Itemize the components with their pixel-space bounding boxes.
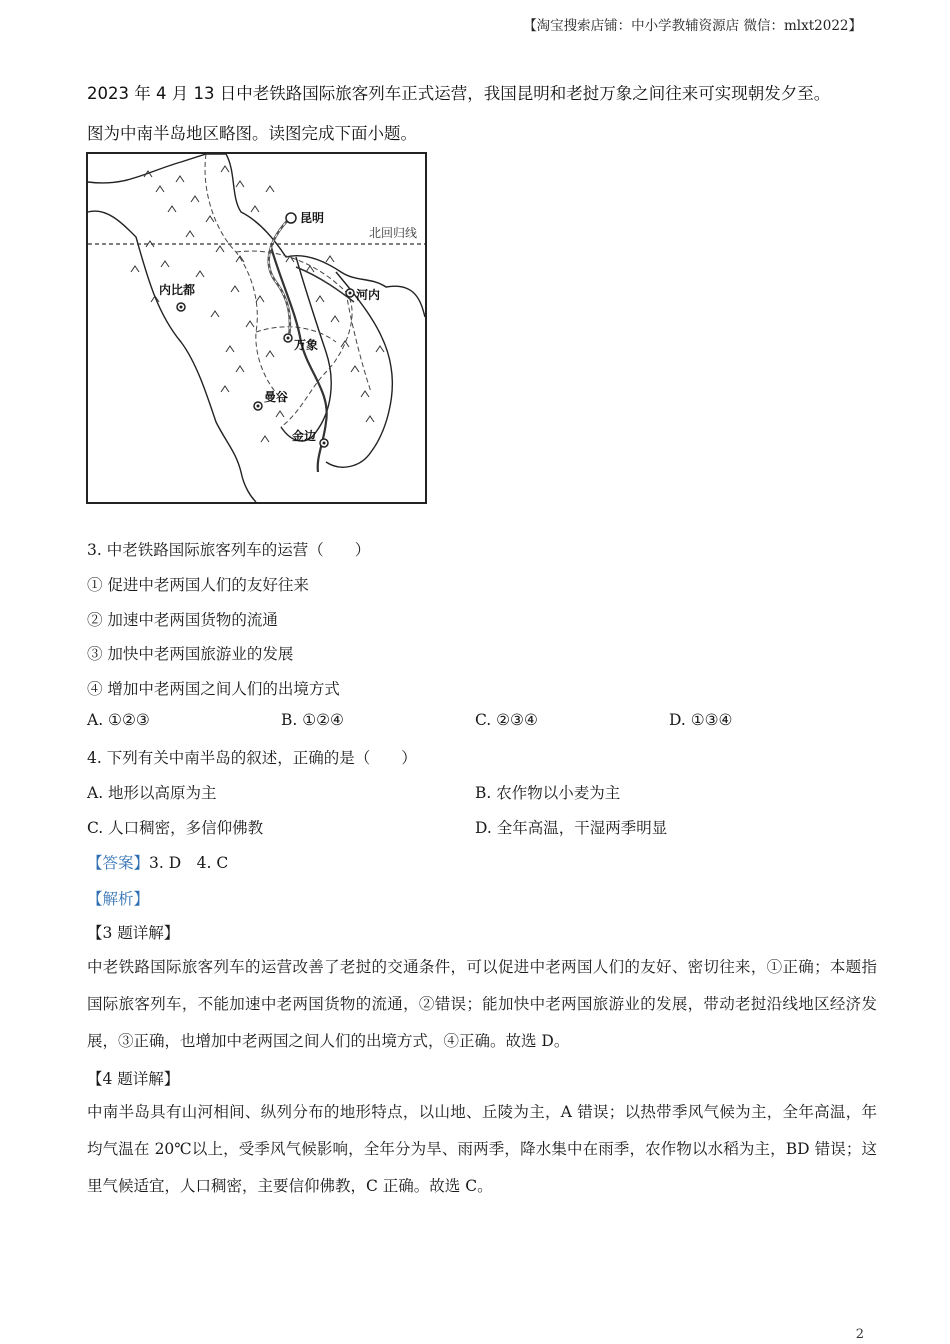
q3-item-4: ④ 增加中老两国之间人们的出境方式 [87, 680, 340, 698]
q3-option-b: B. ①②④ [281, 711, 344, 729]
analysis-tag: 【解析】 [87, 890, 150, 908]
tropic-label: 北回归线 [369, 226, 418, 240]
answer-text: 3. D 4. C [149, 854, 229, 872]
q3-option-a: A. ①②③ [87, 711, 150, 729]
detail3-title: 【3 题详解】 [87, 924, 180, 942]
intro-line-1: 2023 年 4 月 13 日中老铁路国际旅客列车正式运营，我国昆明和老挝万象之间往来可实现朝发夕至。 [87, 84, 831, 103]
indochina-map [86, 152, 427, 504]
answer-tag: 【答案】 [87, 854, 150, 872]
svg-text:内比都: 内比都 [159, 283, 196, 297]
answer-line [87, 851, 228, 873]
svg-text:金边: 金边 [292, 429, 317, 443]
q3-option-d: D. ①③④ [669, 711, 733, 729]
q3-item-2: ② 加速中老两国货物的流通 [87, 611, 278, 629]
q3-stem: 3. 中老铁路国际旅客列车的运营（ ） [87, 541, 371, 559]
q4-option-b: B. 农作物以小麦为主 [475, 784, 621, 802]
q3-item-1: ① 促进中老两国人们的友好往来 [87, 576, 309, 594]
q3-option-c: C. ②③④ [475, 711, 538, 729]
svg-text:曼谷: 曼谷 [264, 390, 289, 404]
q4-option-a: A. 地形以高原为主 [87, 784, 217, 802]
page-number: 2 [855, 1327, 864, 1342]
svg-text:昆明: 昆明 [300, 211, 325, 225]
q4-stem: 4. 下列有关中南半岛的叙述，正确的是（ ） [87, 749, 417, 767]
svg-text:河内: 河内 [356, 288, 381, 302]
q3-item-3: ③ 加快中老两国旅游业的发展 [87, 645, 294, 663]
q4-option-d: D. 全年高温，干湿两季明显 [475, 819, 668, 837]
svg-text:万象: 万象 [294, 338, 319, 352]
q4-option-c: C. 人口稠密，多信仰佛教 [87, 819, 264, 837]
intro-line-2: 图为中南半岛地区略图。读图完成下面小题。 [87, 124, 417, 143]
detail4-title: 【4 题详解】 [87, 1070, 180, 1088]
header-watermark: 【淘宝搜索店铺：中小学教辅资源店 微信：mlxt2022】 [523, 18, 862, 34]
detail3-body: 中老铁路国际旅客列车的运营改善了老挝的交通条件，可以促进中老两国人们的友好、密切往来，①正确；本题指国际旅客列车，不能加速中老两国货物的流通，②错误；能加快中老两国旅游业的发展，带动老挝沿线地区经济发展，③正确，也增加中老两国之间人们的出境方式，④正确。故选 D。 [87, 958, 877, 1050]
detail4-body: 中南半岛具有山河相间、纵列分布的地形特点，以山地、丘陵为主，A 错误；以热带季风气候为主，全年高温，年均气温在 20℃以上，受季风气候影响，全年分为旱、雨两季，降水集中在雨季，农作物以水稻为主，BD 错误；这里气候适宜，人口稠密，主要信仰佛教，C 正确。故选 C。 [87, 1103, 877, 1195]
